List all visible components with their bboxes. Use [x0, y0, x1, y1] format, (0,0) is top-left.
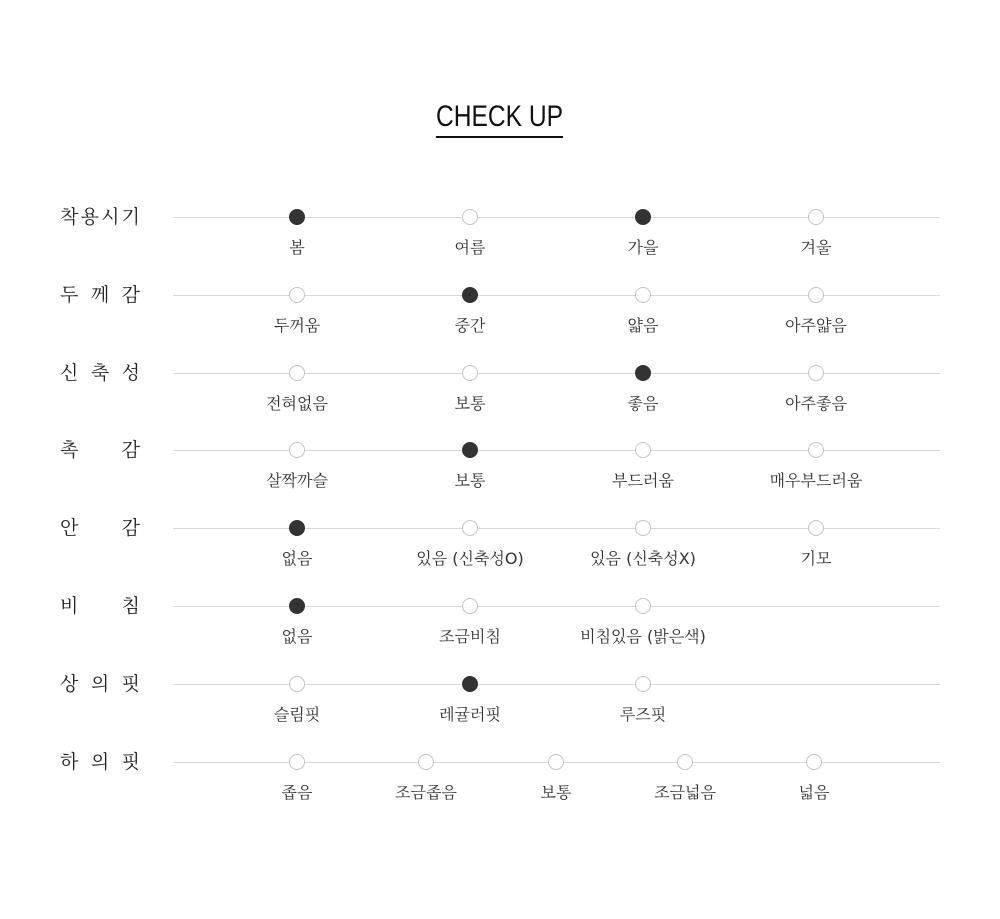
option-label: 가을 — [627, 238, 659, 257]
option-label: 보통 — [454, 471, 486, 490]
option-label: 매우부드러움 — [769, 471, 863, 490]
option-label: 전혀없음 — [266, 394, 328, 413]
option-label: 루즈핏 — [619, 705, 667, 724]
unselected-dot-icon — [548, 754, 564, 770]
selected-dot-icon — [635, 365, 651, 381]
option-label: 봄 — [289, 238, 305, 257]
row-label — [60, 282, 140, 308]
selected-dot-icon — [289, 209, 305, 225]
row-label-char: 착 — [60, 206, 79, 228]
selected-dot-icon — [635, 209, 651, 225]
unselected-dot-icon — [462, 365, 478, 381]
unselected-dot-icon — [677, 754, 693, 770]
row-label — [60, 437, 140, 463]
option-label: 아주좋음 — [785, 394, 847, 413]
option-label: 조금넓음 — [654, 783, 716, 802]
selected-dot-icon — [462, 442, 478, 458]
row-label-char: 축 — [90, 362, 110, 384]
row-label-char: 비 — [60, 595, 79, 617]
checkup-row — [0, 362, 1000, 443]
option-label: 아주얇음 — [785, 316, 847, 335]
option-label: 부드러움 — [612, 471, 674, 490]
option-label: 조금좁음 — [395, 783, 457, 802]
checkup-row — [0, 284, 1000, 365]
option-label: 중간 — [454, 316, 486, 335]
row-label-char: 침 — [121, 595, 140, 617]
unselected-dot-icon — [635, 520, 651, 536]
checkup-row — [0, 517, 1000, 598]
option-label: 레귤러핏 — [439, 705, 501, 724]
row-label-char: 핏 — [121, 673, 140, 695]
unselected-dot-icon — [808, 442, 824, 458]
option-label: 기모 — [800, 549, 832, 568]
checkup-row — [0, 751, 1000, 832]
unselected-dot-icon — [635, 598, 651, 614]
row-label-char: 성 — [121, 362, 140, 384]
unselected-dot-icon — [289, 676, 305, 692]
row-label-char: 감 — [121, 284, 140, 306]
option-label: 있음 (신축성O) — [416, 549, 524, 568]
unselected-dot-icon — [289, 287, 305, 303]
option-label: 있음 (신축성X) — [590, 549, 696, 568]
option-label: 겨울 — [800, 238, 832, 257]
checkup-row — [0, 439, 1000, 520]
selected-dot-icon — [289, 520, 305, 536]
unselected-dot-icon — [462, 209, 478, 225]
checkup-row — [0, 673, 1000, 754]
row-label-char: 기 — [121, 206, 140, 228]
row-label-char: 신 — [60, 362, 79, 384]
row-label-char: 감 — [121, 517, 140, 539]
option-label: 좁음 — [281, 783, 313, 802]
row-label — [60, 671, 140, 697]
option-label: 조금비침 — [439, 627, 501, 646]
option-label: 여름 — [454, 238, 486, 257]
row-label-char: 감 — [121, 439, 140, 461]
page-title: CHECK UP — [436, 98, 563, 138]
row-label — [60, 360, 140, 386]
checkup-row — [0, 595, 1000, 676]
unselected-dot-icon — [808, 209, 824, 225]
option-label: 얇음 — [627, 316, 659, 335]
unselected-dot-icon — [462, 520, 478, 536]
option-label: 비침있음 (밝은색) — [580, 627, 706, 646]
row-label-char: 시 — [101, 206, 120, 228]
page-title-wrap — [0, 98, 1000, 138]
selected-dot-icon — [289, 598, 305, 614]
row-label — [60, 749, 140, 775]
row-label — [60, 204, 140, 230]
option-label: 좋음 — [627, 394, 659, 413]
unselected-dot-icon — [635, 287, 651, 303]
option-label: 두꺼움 — [273, 316, 321, 335]
checkup-row — [0, 206, 1000, 287]
unselected-dot-icon — [418, 754, 434, 770]
unselected-dot-icon — [289, 754, 305, 770]
row-label-char: 두 — [60, 284, 79, 306]
row-label-char: 께 — [90, 284, 110, 306]
option-label: 살짝까슬 — [266, 471, 328, 490]
row-label-char: 용 — [80, 206, 99, 228]
option-label: 없음 — [281, 549, 313, 568]
unselected-dot-icon — [635, 442, 651, 458]
unselected-dot-icon — [635, 676, 651, 692]
row-label-char: 의 — [90, 673, 110, 695]
row-label — [60, 593, 140, 619]
option-label: 없음 — [281, 627, 313, 646]
row-label-char: 상 — [60, 673, 79, 695]
unselected-dot-icon — [462, 598, 478, 614]
unselected-dot-icon — [806, 754, 822, 770]
row-label-char: 하 — [60, 751, 79, 773]
row-label-char: 핏 — [121, 751, 140, 773]
unselected-dot-icon — [808, 365, 824, 381]
option-label: 보통 — [540, 783, 572, 802]
selected-dot-icon — [462, 287, 478, 303]
row-label-char: 촉 — [60, 439, 79, 461]
selected-dot-icon — [462, 676, 478, 692]
option-label: 슬림핏 — [273, 705, 321, 724]
row-label-char: 의 — [90, 751, 110, 773]
row-label-char: 안 — [60, 517, 79, 539]
option-label: 넓음 — [798, 783, 830, 802]
unselected-dot-icon — [289, 442, 305, 458]
row-label — [60, 515, 140, 541]
unselected-dot-icon — [289, 365, 305, 381]
unselected-dot-icon — [808, 520, 824, 536]
unselected-dot-icon — [808, 287, 824, 303]
option-label: 보통 — [454, 394, 486, 413]
